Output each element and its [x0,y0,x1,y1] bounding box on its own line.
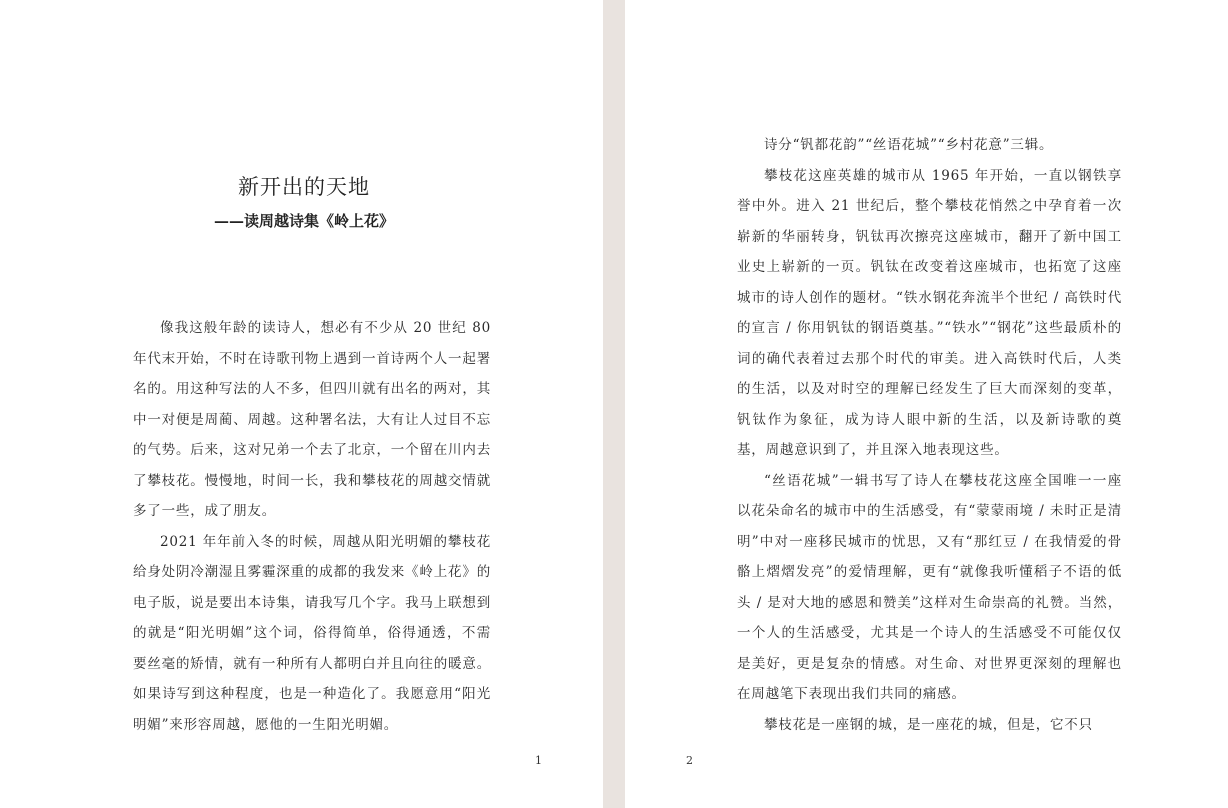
article-title: 新开出的天地 [238,175,370,199]
paragraph: 攀枝花是一座钢的城，是一座花的城，但是，它不只 [764,716,1093,733]
left-page [0,0,603,808]
page-number: 1 [535,754,542,767]
page-number: 2 [686,754,693,767]
left-page-body [133,313,491,740]
paragraph: 像我这般年龄的读诗人，想必有不少从 20 世纪 80 年代末开始，不时在诗歌刊物上遇到一首诗两个人一起署名的。用这种写法的人不多，但四川就有出名的两对，其中一对便是周蔺、周越。这种署名法，大有让人过目不忘的气势。后来，这对兄弟一个去了北京，一个留在川内去了攀枝花。慢慢地，时间一长，我和攀枝花的周越交情就多了一些，成了朋友。 [133,320,491,519]
paragraph: “丝语花城”一辑书写了诗人在攀枝花这座全国唯一一座以花朵命名的城市中的生活感受，有“蒙蒙雨境 / 未时正是清明”中对一座移民城市的忧思，又有“那红豆 / 在我情爱的骨骼上熠熠发亮”的爱情理解，更有“就像我听懂稻子不语的低头 / 是对大地的感恩和赞美”这样对生命崇高的礼赞。当然，一个人的生活感受，尤其是一个诗人的生活感受不可能仅仅是美好，更是复杂的情感。对生命、对世界更深刻的理解也在周越笔下表现出我们共同的痛感。 [737,472,1122,702]
paragraph: 攀枝花这座英雄的城市从 1965 年开始，一直以钢铁享誉中外。进入 21 世纪后，整个攀枝花悄然之中孕育着一次崭新的华丽转身，钒钛再次擦亮这座城市，翻开了新中国工业史上崭新的一页。钒钛在改变着这座城市，也拓宽了这座城市的诗人创作的题材。“铁水钢花奔流半个世纪 / 高铁时代的宣言 / 你用钒钛的钢语奠基。”“铁水”“钢花”这些最质朴的词的确代表着过去那个时代的审美。进入高铁时代后，人类的生活，以及对时空的理解已经发生了巨大而深刻的变革，钒钛作为象征，成为诗人眼中新的生活，以及新诗歌的奠基，周越意识到了，并且深入地表现这些。 [737,167,1122,458]
paragraph: 2021 年年前入冬的时候，周越从阳光明媚的攀枝花给身处阴冷潮湿且雾霾深重的成都的我发来《岭上花》的电子版，说是要出本诗集，请我写几个字。我马上联想到的就是“阳光明媚”这个词，俗得简单，俗得通透，不需要丝毫的矫情，就有一种所有人都明白并且向往的暖意。如果诗写到这种程度，也是一种造化了。我愿意用“阳光明媚”来形容周越，愿他的一生阳光明媚。 [133,533,491,733]
right-page-body [737,130,1122,740]
article-subtitle: ——读周越诗集《岭上花》 [213,212,394,230]
paragraph: 诗分“钒都花韵”“丝语花城”“乡村花意”三辑。 [764,137,1054,153]
